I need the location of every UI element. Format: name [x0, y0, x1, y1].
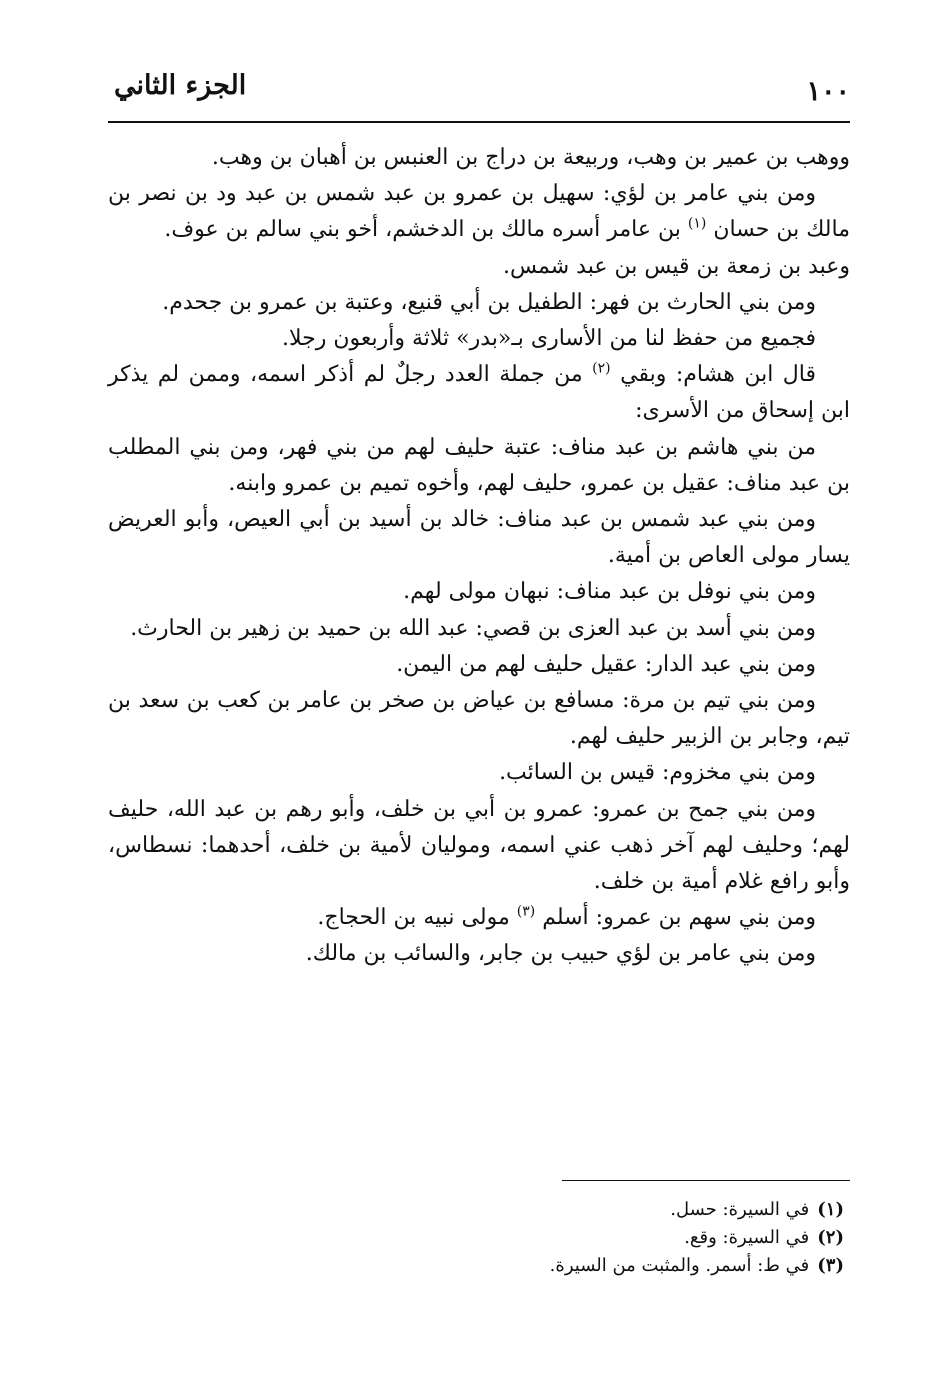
- paragraph-text: ومن بني عامر بن لؤي حبيب بن جابر، والسائب بن مالك.: [305, 941, 816, 967]
- footnote-text: في ط: أسمر. والمثبت من السيرة.: [549, 1255, 810, 1276]
- paragraph-text: ومن بني مخزوم: قيس بن السائب.: [499, 760, 816, 786]
- paragraph: [108, 792, 850, 901]
- paragraph: [108, 683, 850, 755]
- paragraph: [108, 936, 850, 972]
- paragraph: [108, 285, 850, 321]
- paragraph-text: فجميع من حفظ لنا من الأسارى بـ«بدر» ثلاثة وأربعون رجلا.: [282, 326, 816, 352]
- paragraph: [108, 755, 850, 791]
- footnote-text: في السيرة: وقع.: [684, 1227, 810, 1248]
- footnote-reference: (٢): [592, 360, 611, 377]
- paragraph: [108, 430, 850, 502]
- paragraph-text: ومن بني الحارث بن فهر: الطفيل بن أبي قنيع، وعتبة بن عمرو بن جحدم.: [162, 289, 816, 315]
- footnote: [108, 1224, 844, 1252]
- paragraph-text: ووهب بن عمير بن وهب، وربيعة بن دراج بن العنبس بن أهبان بن وهب.: [211, 145, 850, 170]
- paragraph-text-continued: مولى نبيه بن الحجاج.: [317, 905, 517, 931]
- paragraph: [108, 611, 850, 647]
- footnote-text: في السيرة: حسل.: [670, 1199, 810, 1220]
- paragraph-text-continued: من جملة العدد رجلٌ لم أذكر اسمه، وممن لم يذكر ابن إسحاق من الأسرى:: [108, 362, 850, 424]
- footnote: [108, 1196, 844, 1224]
- footnotes: [108, 1196, 844, 1280]
- page-header: [108, 66, 850, 120]
- paragraph: [108, 502, 850, 574]
- paragraph-text: ومن بني سهم بن عمرو: أسلم: [542, 905, 816, 931]
- paragraph: [108, 900, 850, 936]
- paragraph-text: ومن بني أسد بن عبد العزى بن قصي: عبد الله بن حميد بن زهير بن الحارث.: [130, 615, 816, 641]
- paragraph: [108, 574, 850, 610]
- footnote-reference: (١): [687, 216, 707, 233]
- paragraph-text: من بني هاشم بن عبد مناف: عتبة حليف لهم من بني فهر، ومن بني المطلب بن عبد مناف: عقيل بن عمرو، حليف لهم، وأخوه تميم بن عمرو وابنه.: [108, 434, 850, 496]
- paragraph-text-continued: بن عامر أسره مالك بن الدخشم، أخو بني سالم بن عوف.: [164, 217, 688, 243]
- paragraph: [108, 140, 850, 176]
- footnote-number: (٣): [817, 1255, 844, 1276]
- header-rule: [108, 121, 850, 123]
- running-title: الجزء الثاني: [114, 70, 247, 101]
- footnote-number: (١): [817, 1199, 844, 1220]
- main-text: [108, 140, 850, 973]
- paragraph-text: قال ابن هشام: وبقي: [620, 362, 817, 388]
- paragraph-text: ومن بني عبد الدار: عقيل حليف لهم من اليمن.: [396, 651, 816, 677]
- page-number: ١٠٠: [806, 76, 850, 107]
- paragraph-text: ومن بني تيم بن مرة: مسافع بن عياض بن صخر بن عامر بن كعب بن سعد بن تيم، وجابر بن الزبير حليف لهم.: [108, 688, 850, 750]
- paragraph: [108, 176, 850, 248]
- paragraph-text: وعبد بن زمعة بن قيس بن عبد شمس.: [502, 253, 850, 279]
- paragraph: [108, 357, 850, 429]
- paragraph-text: ومن بني نوفل بن عبد مناف: نبهان مولى لهم.: [403, 579, 816, 605]
- paragraph: [108, 321, 850, 357]
- paragraph-text: ومن بني عامر بن لؤي: سهيل بن عمرو بن عبد شمس بن عبد ود بن نصر بن مالك بن حسان: [108, 181, 850, 243]
- paragraph-text: ومن بني عبد شمس بن عبد مناف: خالد بن أسيد بن أبي العيص، وأبو العريض يسار مولى العاص بن أمية.: [108, 507, 850, 569]
- paragraph-text: ومن بني جمح بن عمرو: عمرو بن أبي بن خلف، وأبو رهم بن عبد الله، حليف لهم؛ وحليف لهم آخر ذهب عني اسمه، ومولیان لأمية بن خلف، أحدهما: نسطاس، وأبو رافع غلام أمية بن خلف.: [108, 796, 850, 895]
- footnote-reference: (٣): [516, 903, 536, 920]
- footnote: [108, 1252, 844, 1280]
- footnote-number: (٢): [817, 1227, 844, 1248]
- paragraph: [108, 647, 850, 683]
- footnote-rule: [562, 1180, 850, 1181]
- paragraph: [108, 249, 850, 285]
